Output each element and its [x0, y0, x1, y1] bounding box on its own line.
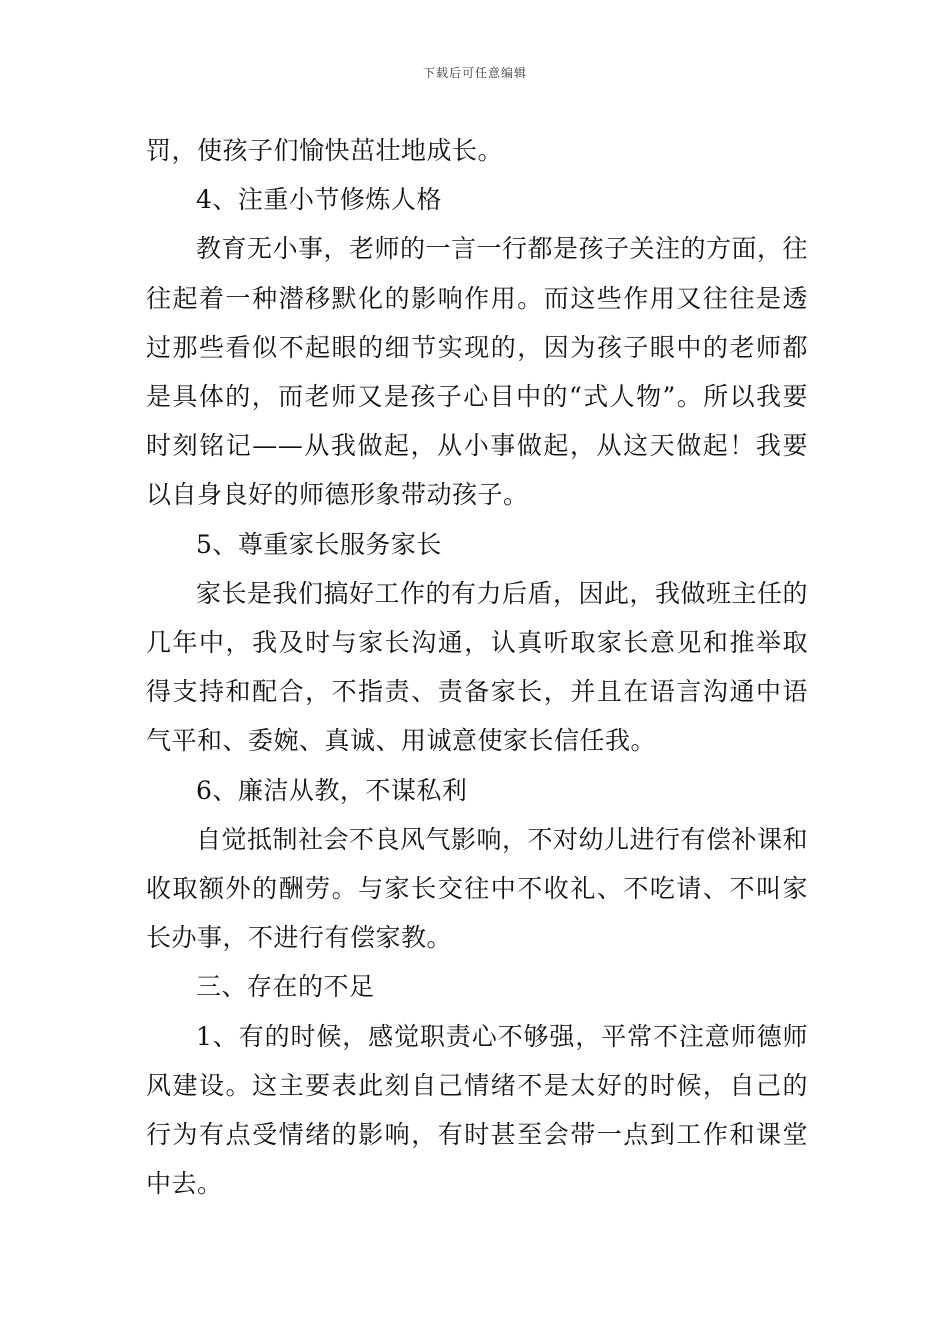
paragraph: 教育无小事，老师的一言一行都是孩子关注的方面，往往起着一种潜移默化的影响作用。而这些作用又往往是透过那些看似不起眼的细节实现的，因为孩子眼中的老师都是具体的，而老师又是孩子心目中的“式人物”。所以我要时刻铭记——从我做起，从小事做起，从这天做起！我要以自身良好的师德形象带动孩子。	[146, 234, 809, 510]
document-body	[146, 126, 808, 1208]
paragraph: 自觉抵制社会不良风气影响，不对幼儿进行有偿补课和收取额外的酬劳。与家长交往中不收礼、不吃请、不叫家长办事，不进行有偿家教。	[146, 824, 809, 953]
heading-5: 5、尊重家长服务家长	[196, 529, 442, 559]
page-header: 下载后可任意编辑	[422, 66, 527, 80]
heading-4: 4、注重小节修炼人格	[196, 185, 442, 215]
heading-6: 6、廉洁从教，不谋私利	[196, 775, 468, 805]
paragraph-continuation: 罚，使孩子们愉快茁壮地成长。	[146, 136, 504, 165]
section-heading-3: 三、存在的不足	[196, 972, 375, 1002]
paragraph: 1、有的时候，感觉职责心不够强，平常不注意师德师风建设。这主要表此刻自己情绪不是太好的时候，自己的行为有点受情绪的影响，有时甚至会带一点到工作和课堂中去。	[146, 1021, 808, 1199]
paragraph: 家长是我们搞好工作的有力后盾，因此，我做班主任的几年中，我及时与家长沟通，认真听取家长意见和推举取得支持和配合，不指责、责备家长，并且在语言沟通中语气平和、委婉、真诚、用诚意使家长信任我。	[146, 578, 809, 756]
